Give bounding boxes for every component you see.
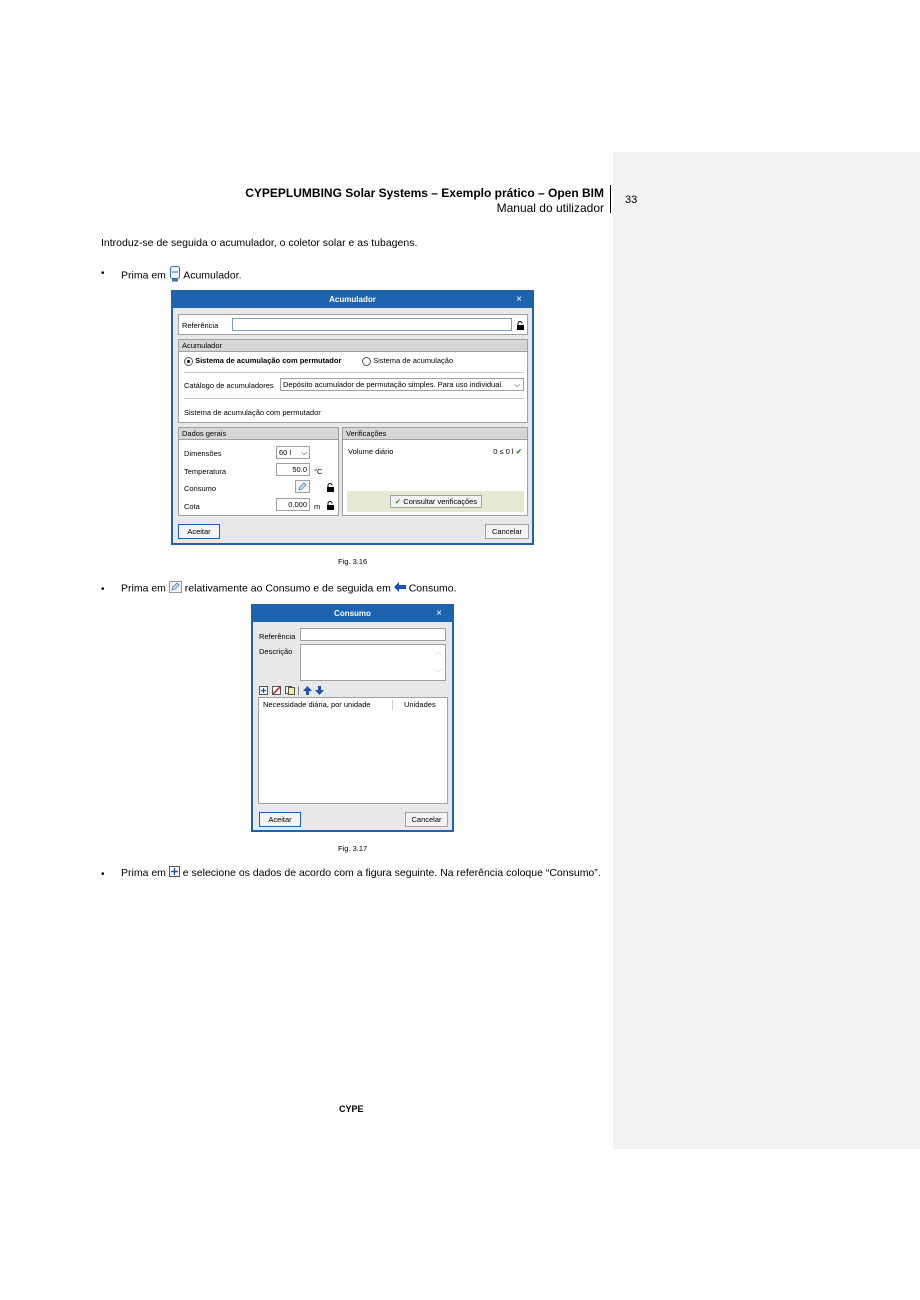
step-2 bbox=[121, 581, 457, 596]
catalogo-label: Catálogo de acumuladores bbox=[184, 381, 274, 390]
figure-caption: Fig. 3.16 bbox=[338, 557, 368, 566]
close-icon[interactable]: × bbox=[516, 294, 522, 305]
radio-permutador[interactable] bbox=[184, 356, 341, 366]
cota-input[interactable]: 0.000 bbox=[276, 498, 310, 511]
accumulator-icon bbox=[169, 266, 181, 285]
check-icon: ✔ bbox=[515, 447, 522, 456]
pencil-icon bbox=[169, 581, 182, 596]
verificacoes-group bbox=[342, 427, 528, 516]
volume-label: Volume diário bbox=[348, 447, 394, 456]
dados-gerais-header: Dados gerais bbox=[179, 428, 338, 440]
lock-icon[interactable] bbox=[516, 321, 524, 329]
aceitar-button[interactable]: Aceitar bbox=[178, 524, 220, 539]
column-divider[interactable] bbox=[392, 700, 393, 710]
pencil-icon bbox=[298, 482, 307, 491]
descricao-textarea[interactable] bbox=[300, 644, 446, 681]
descricao-label: Descrição bbox=[259, 647, 293, 656]
consumo-table bbox=[258, 697, 448, 804]
step-3 bbox=[121, 866, 601, 880]
chevron-down-icon: ⌵ bbox=[514, 380, 520, 389]
referencia-input[interactable] bbox=[232, 318, 512, 331]
bullet-icon: • bbox=[101, 268, 105, 279]
referencia-row bbox=[178, 314, 528, 335]
radio-acumulacao-label: Sistema de acumulação bbox=[373, 356, 454, 365]
divider bbox=[184, 398, 524, 399]
verificacoes-header: Verificações bbox=[343, 428, 527, 440]
comment-sidebar bbox=[613, 152, 920, 1149]
volume-value bbox=[493, 447, 522, 456]
bullet-icon: • bbox=[101, 869, 105, 880]
consumo-label: Consumo bbox=[184, 484, 217, 493]
dimensoes-label: Dimensões bbox=[184, 449, 222, 458]
add-icon bbox=[169, 866, 180, 880]
consultar-button[interactable] bbox=[390, 495, 482, 508]
radio-unselected-icon[interactable] bbox=[362, 357, 371, 366]
referencia-label: Referência bbox=[182, 321, 219, 330]
chevron-down-icon: ⌵ bbox=[301, 448, 307, 457]
consumo-dialog-title: Consumo bbox=[334, 609, 371, 618]
step-2-suffix: . bbox=[453, 582, 457, 595]
step-3-prefix: Prima em bbox=[121, 866, 166, 879]
step-1-suffix: . bbox=[238, 269, 242, 282]
cota-label: Cota bbox=[184, 502, 200, 511]
toolbar-separator bbox=[298, 686, 299, 695]
referencia-label: Referência bbox=[259, 632, 296, 641]
column-header[interactable]: Necessidade diária, por unidade bbox=[263, 700, 371, 709]
list-toolbar bbox=[259, 686, 339, 696]
temperatura-unit: °C bbox=[314, 467, 323, 476]
lock-icon[interactable] bbox=[326, 501, 334, 509]
step-2-middle-2: e de seguida em bbox=[313, 582, 391, 595]
referencia-input[interactable] bbox=[300, 628, 446, 641]
step-2-link-1: Consumo bbox=[265, 582, 311, 595]
arrow-down-icon[interactable] bbox=[315, 686, 324, 697]
system-text: Sistema de acumulação com permutador bbox=[184, 408, 321, 417]
edit-consumo-button[interactable] bbox=[295, 480, 310, 493]
step-2-middle: relativamente ao bbox=[184, 582, 263, 595]
step-3-text: e selecione os dados de acordo com a figura seguinte. Na referência coloque “Consumo”. bbox=[182, 866, 601, 879]
scroll-up-icon[interactable]: ︿ bbox=[435, 649, 442, 656]
dimensoes-value: 60 l bbox=[279, 448, 292, 457]
arrow-left-icon bbox=[394, 582, 406, 595]
acumulador-dialog-titlebar bbox=[173, 292, 532, 308]
catalogo-value: Depósito acumulador de permutação simples. Para uso individual. bbox=[283, 380, 504, 389]
header-divider bbox=[610, 185, 611, 213]
consultar-area bbox=[347, 491, 524, 512]
step-1-link: Acumulador bbox=[183, 269, 239, 282]
check-icon: ✔ bbox=[394, 497, 402, 506]
column-header[interactable]: Unidades bbox=[404, 700, 436, 709]
acumulador-group bbox=[178, 339, 528, 423]
cota-unit: m bbox=[314, 502, 321, 511]
consultar-label: Consultar verificações bbox=[403, 497, 478, 506]
radio-selected-icon[interactable] bbox=[184, 357, 193, 366]
page-number: 33 bbox=[625, 194, 638, 206]
intro-paragraph: Introduz-se de seguida o acumulador, o coletor solar e as tubagens. bbox=[101, 237, 418, 249]
aceitar-button[interactable]: Aceitar bbox=[259, 812, 301, 827]
catalogo-select[interactable] bbox=[280, 378, 524, 391]
scroll-down-icon[interactable]: ﹀ bbox=[435, 670, 442, 677]
dimensoes-select[interactable] bbox=[276, 446, 310, 459]
step-2-prefix: Prima em bbox=[121, 582, 166, 595]
radio-permutador-label: Sistema de acumulação com permutador bbox=[195, 356, 342, 365]
close-icon[interactable]: × bbox=[436, 608, 442, 619]
header-subtitle: Manual do utilizador bbox=[496, 201, 604, 215]
step-1-prefix: Prima em bbox=[121, 269, 166, 282]
cancelar-button[interactable]: Cancelar bbox=[485, 524, 529, 539]
acumulador-group-header: Acumulador bbox=[179, 340, 527, 352]
cancelar-button[interactable]: Cancelar bbox=[405, 812, 448, 827]
arrow-up-icon[interactable] bbox=[303, 686, 312, 697]
figure-caption: Fig. 3.17 bbox=[338, 844, 368, 853]
consumo-dialog-titlebar bbox=[253, 606, 452, 622]
acumulador-dialog bbox=[171, 290, 534, 545]
delete-icon[interactable] bbox=[272, 686, 281, 697]
bullet-icon: • bbox=[101, 584, 105, 595]
add-icon[interactable] bbox=[259, 686, 268, 697]
step-2-link-2: Consumo bbox=[408, 582, 454, 595]
dados-gerais-group bbox=[178, 427, 339, 516]
volume-value-text: 0 ≤ 0 l bbox=[493, 447, 514, 456]
lock-icon[interactable] bbox=[326, 483, 334, 491]
divider bbox=[184, 372, 524, 373]
header-title: CYPEPLUMBING Solar Systems – Exemplo prático – Open BIM bbox=[245, 186, 604, 200]
step-1 bbox=[121, 266, 242, 285]
consumo-dialog bbox=[251, 604, 454, 832]
copy-icon[interactable] bbox=[285, 686, 295, 697]
acumulador-dialog-title: Acumulador bbox=[329, 295, 376, 304]
radio-acumulacao[interactable] bbox=[362, 356, 453, 366]
footer-brand: CYPE bbox=[339, 1104, 364, 1114]
temperatura-label: Temperatura bbox=[184, 467, 227, 476]
temperatura-input[interactable]: 50.0 bbox=[276, 463, 310, 476]
